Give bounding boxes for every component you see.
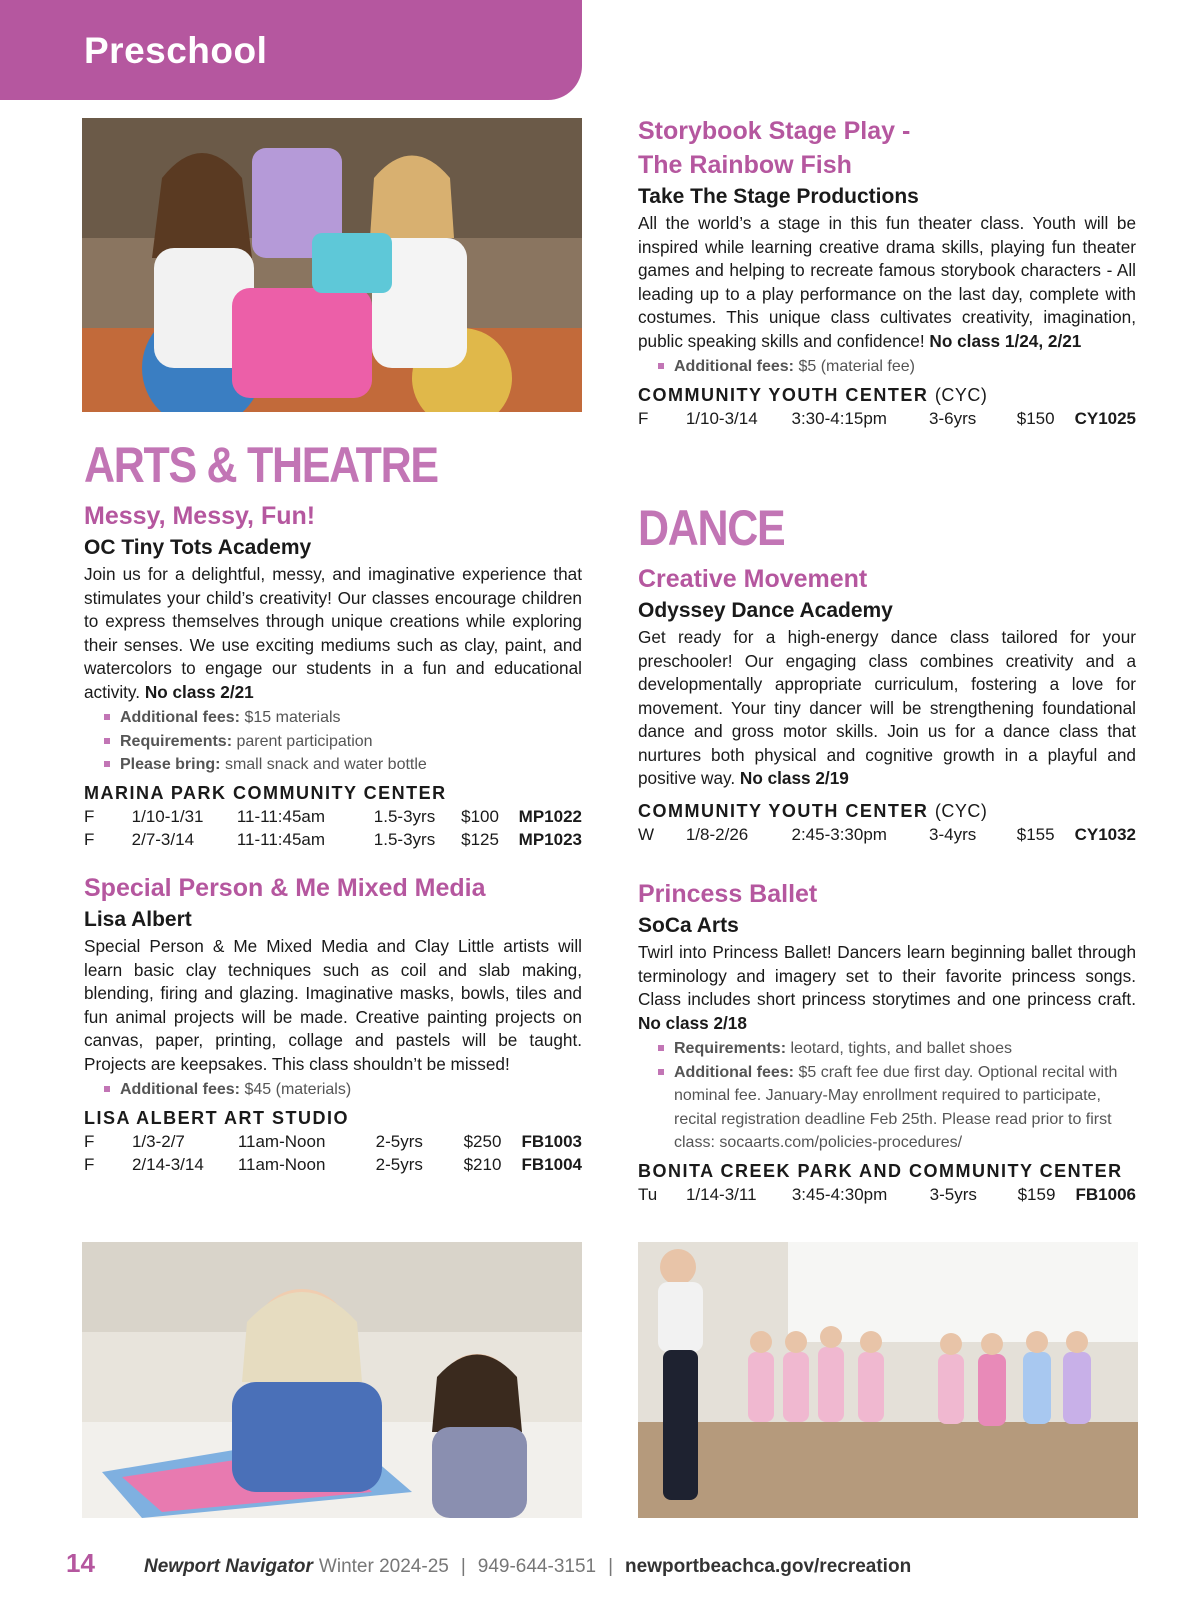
class-title-storybook-line2: The Rainbow Fish	[638, 151, 852, 179]
page-number: 14	[66, 1548, 95, 1578]
photo-ballet-class	[638, 1242, 1138, 1518]
session-row: F 2/7-3/14 11-11:45am 1.5-3yrs $125 MP1023	[84, 829, 582, 849]
class-title-storybook-line1: Storybook Stage Play -	[638, 117, 911, 145]
venue-storybook: COMMUNITY YOUTH CENTER (CYC)	[638, 384, 988, 405]
bullet-item: Additional fees: $5 (material fee)	[658, 355, 1136, 379]
course-code: CY1032	[1074, 824, 1137, 844]
section-title-arts-theatre: ARTS & THEATRE	[84, 437, 438, 493]
bullet-list-princess-ballet	[658, 1037, 1136, 1155]
session-row: F 2/14-3/14 11am-Noon 2-5yrs $210 FB1004	[84, 1154, 582, 1174]
no-class-creative-movement: No class 2/19	[739, 768, 849, 788]
course-code: MP1023	[518, 829, 582, 849]
description-princess-ballet: Twirl into Princess Ballet! Dancers learn beginning ballet through terminology and imagery set to their favorite princess songs. Class includes short princess storytimes and one princess craft. No class 2/18	[638, 942, 1136, 1033]
photo-girls-playing	[82, 118, 582, 412]
bullet-item: Requirements: parent participation	[104, 730, 582, 754]
course-code: CY1025	[1074, 408, 1137, 428]
footer-separator: |	[608, 1556, 614, 1577]
venue-creative-movement: COMMUNITY YOUTH CENTER (CYC)	[638, 800, 988, 821]
session-row: F 1/10-1/31 11-11:45am 1.5-3yrs $100 MP1022	[84, 806, 582, 826]
page-header-title: Preschool	[84, 30, 268, 71]
session-row: Tu 1/14-3/11 3:45-4:30pm 3-5yrs $159 FB1006	[638, 1184, 1136, 1204]
provider-messy: OC Tiny Tots Academy	[84, 536, 312, 559]
venue-special-person: LISA ALBERT ART STUDIO	[84, 1107, 349, 1128]
provider-creative-movement: Odyssey Dance Academy	[638, 599, 893, 622]
provider-storybook: Take The Stage Productions	[638, 185, 919, 208]
venue-messy: MARINA PARK COMMUNITY CENTER	[84, 782, 447, 803]
no-class-princess-ballet: No class 2/18	[638, 1012, 747, 1033]
description-creative-movement: Get ready for a high-energy dance class tailored for your preschooler! Our engaging class combines creativity and a developmentally appropriate curriculum, fostering a love for movement. Your tiny dancer will be strengthening foundational dance and gross motor skills. Join us for a dance class that nurtures both physical and cognitive growth in a playful and positive way. No class 2/19	[638, 627, 1136, 788]
session-row: F 1/3-2/7 11am-Noon 2-5yrs $250 FB1003	[84, 1131, 582, 1151]
class-title-special-person: Special Person & Me Mixed Media	[84, 874, 486, 902]
description-messy: Join us for a delightful, messy, and imaginative experience that stimulates your child’s creativity! Our classes encourage children to express themselves through unique creations while exploring their senses. We use exciting mediums such as clay, paint, and watercolors to engage our students in a fun and educational activity. No class 2/21	[84, 564, 582, 702]
description-storybook: All the world’s a stage in this fun theater class. Youth will be inspired while learning creative drama skills, playing fun theater games and helping to recreate famous storybook characters - All leading up to a play performance on the last day, complete with costumes. This unique class cultivates creativity, imagination, public speaking skills and confidence! No class 1/24, 2/21	[638, 213, 1136, 351]
course-code: FB1003	[521, 1131, 582, 1151]
bullet-list-special-person	[104, 1078, 582, 1102]
section-title-dance: DANCE	[638, 500, 785, 556]
publication-season: Winter 2024-25	[318, 1556, 449, 1577]
footer-separator: |	[460, 1556, 466, 1577]
bullet-list-messy	[104, 706, 582, 777]
bullet-item: Please bring: small snack and water bottle	[104, 753, 582, 777]
photo-art-class	[82, 1242, 582, 1518]
publication-name: Newport Navigator	[144, 1556, 313, 1577]
session-row: F 1/10-3/14 3:30-4:15pm 3-6yrs $150 CY1025	[638, 408, 1137, 428]
course-code: FB1004	[521, 1154, 582, 1174]
bullet-list-storybook	[658, 355, 1136, 379]
provider-special-person: Lisa Albert	[84, 908, 192, 931]
class-title-princess-ballet: Princess Ballet	[638, 880, 818, 908]
class-title-creative-movement: Creative Movement	[638, 565, 868, 593]
page-footer	[66, 1548, 1166, 1582]
venue-princess-ballet: BONITA CREEK PARK AND COMMUNITY CENTER	[638, 1160, 1123, 1181]
class-title-messy: Messy, Messy, Fun!	[84, 502, 316, 530]
provider-princess-ballet: SoCa Arts	[638, 914, 739, 937]
bullet-item: Requirements: leotard, tights, and ballet shoes	[658, 1037, 1136, 1061]
bullet-item: Additional fees: $15 materials	[104, 706, 582, 730]
no-class-storybook: No class 1/24, 2/21	[929, 330, 1082, 351]
bullet-item: Additional fees: $5 craft fee due first day. Optional recital with nominal fee. January-May enrollment required to participate, recital registration deadline Feb 25th. Please read prior to first class: socaarts.com/policies-procedures/	[658, 1061, 1136, 1155]
session-row: W 1/8-2/26 2:45-3:30pm 3-4yrs $155 CY1032	[638, 824, 1137, 844]
no-class-messy: No class 2/21	[144, 681, 254, 702]
page-header-tab	[0, 0, 582, 100]
description-special-person: Special Person & Me Mixed Media and Clay Little artists will learn basic clay techniques such as coil and slab making, blending, firing and glazing. Imaginative masks, bowls, tiles and fun animal projects will be made. Creative painting projects on canvas, paper, printing, collage and pastels will be taught. Projects are keepsakes. This class shouldn’t be missed!	[84, 936, 582, 1074]
footer-url[interactable]: newportbeachca.gov/recreation	[625, 1556, 912, 1577]
course-code: MP1022	[518, 806, 582, 826]
course-code: FB1006	[1075, 1184, 1136, 1204]
bullet-item: Additional fees: $45 (materials)	[104, 1078, 582, 1102]
footer-phone: 949-644-3151	[477, 1556, 597, 1577]
